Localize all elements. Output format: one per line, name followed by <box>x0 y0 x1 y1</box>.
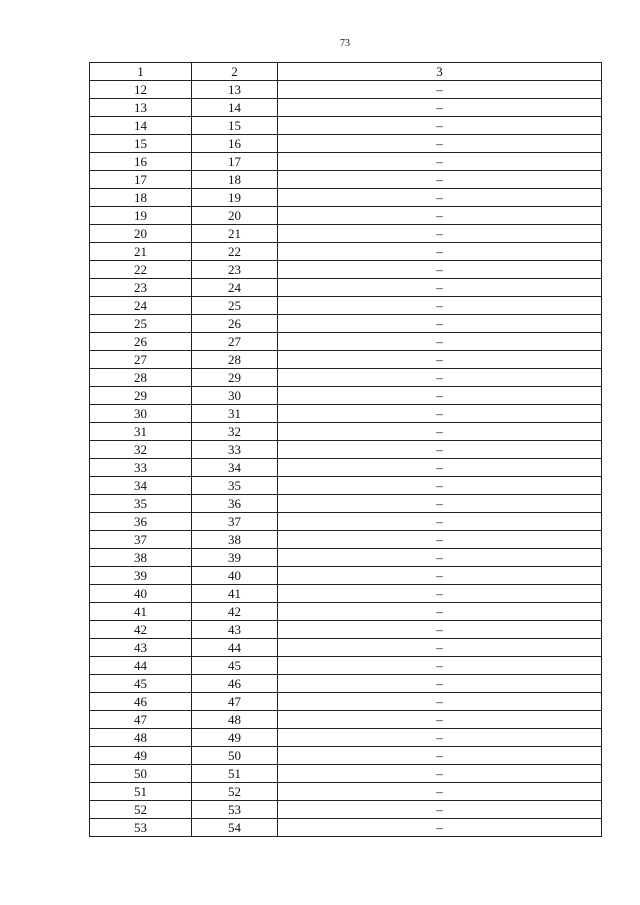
table-cell: 51 <box>192 765 278 783</box>
table-cell: – <box>278 423 602 441</box>
table-row <box>90 549 602 567</box>
table-cell: 42 <box>90 621 192 639</box>
table-cell: 21 <box>90 243 192 261</box>
data-table <box>89 62 602 837</box>
table-cell: 43 <box>90 639 192 657</box>
column-header: 2 <box>192 63 278 81</box>
table-cell: 27 <box>90 351 192 369</box>
table-cell: 14 <box>90 117 192 135</box>
table-cell: – <box>278 477 602 495</box>
table-cell: – <box>278 621 602 639</box>
table-row <box>90 369 602 387</box>
table-row <box>90 261 602 279</box>
table-row <box>90 171 602 189</box>
table-cell: 13 <box>192 81 278 99</box>
table-cell: 53 <box>192 801 278 819</box>
table-row <box>90 495 602 513</box>
table-cell: 25 <box>192 297 278 315</box>
table-cell: – <box>278 819 602 837</box>
table-row <box>90 387 602 405</box>
table-cell: 22 <box>192 243 278 261</box>
table-cell: – <box>278 495 602 513</box>
table-row <box>90 693 602 711</box>
table-cell: – <box>278 135 602 153</box>
table-cell: 49 <box>192 729 278 747</box>
table-cell: 40 <box>192 567 278 585</box>
table-cell: 39 <box>192 549 278 567</box>
table-row <box>90 423 602 441</box>
table-cell: 13 <box>90 99 192 117</box>
table-cell: – <box>278 693 602 711</box>
table-cell: 52 <box>192 783 278 801</box>
table-cell: – <box>278 369 602 387</box>
table-cell: 19 <box>90 207 192 225</box>
table-cell: 23 <box>90 279 192 297</box>
table-cell: 36 <box>192 495 278 513</box>
table-row <box>90 225 602 243</box>
table-row <box>90 783 602 801</box>
table-cell: – <box>278 333 602 351</box>
table-row <box>90 441 602 459</box>
table-cell: – <box>278 765 602 783</box>
table-cell: 16 <box>90 153 192 171</box>
table-cell: 35 <box>90 495 192 513</box>
table-cell: 18 <box>192 171 278 189</box>
table-body <box>90 63 602 837</box>
table-cell: 26 <box>192 315 278 333</box>
table-cell: – <box>278 351 602 369</box>
table-cell: – <box>278 171 602 189</box>
table-cell: – <box>278 243 602 261</box>
table-cell: – <box>278 459 602 477</box>
table-row <box>90 351 602 369</box>
table-cell: – <box>278 657 602 675</box>
table-cell: 30 <box>90 405 192 423</box>
table-cell: – <box>278 675 602 693</box>
table-cell: 29 <box>90 387 192 405</box>
column-header: 3 <box>278 63 602 81</box>
table-row <box>90 81 602 99</box>
table-cell: 45 <box>192 657 278 675</box>
table-cell: 12 <box>90 81 192 99</box>
table-cell: 29 <box>192 369 278 387</box>
table-row <box>90 333 602 351</box>
table-cell: 52 <box>90 801 192 819</box>
table-cell: – <box>278 513 602 531</box>
table-cell: – <box>278 549 602 567</box>
table-cell: – <box>278 603 602 621</box>
table-cell: 38 <box>90 549 192 567</box>
table-cell: 17 <box>192 153 278 171</box>
table-row <box>90 297 602 315</box>
table-row <box>90 639 602 657</box>
table-row <box>90 801 602 819</box>
table-cell: – <box>278 297 602 315</box>
table-cell: 32 <box>192 423 278 441</box>
table-cell: 38 <box>192 531 278 549</box>
table-cell: 18 <box>90 189 192 207</box>
table-cell: 34 <box>90 477 192 495</box>
table-cell: 15 <box>192 117 278 135</box>
table-cell: 41 <box>90 603 192 621</box>
table-cell: 51 <box>90 783 192 801</box>
table-cell: 24 <box>90 297 192 315</box>
table-cell: 17 <box>90 171 192 189</box>
table-cell: 31 <box>192 405 278 423</box>
table-cell: 32 <box>90 441 192 459</box>
table-row <box>90 513 602 531</box>
table-row <box>90 99 602 117</box>
table-row <box>90 819 602 837</box>
column-header: 1 <box>90 63 192 81</box>
table-cell: – <box>278 117 602 135</box>
table-row <box>90 711 602 729</box>
table-cell: 47 <box>192 693 278 711</box>
table-cell: 26 <box>90 333 192 351</box>
table-header-row <box>90 63 602 81</box>
table-cell: – <box>278 153 602 171</box>
table-cell: – <box>278 531 602 549</box>
table-cell: 50 <box>90 765 192 783</box>
table-cell: – <box>278 567 602 585</box>
table-cell: – <box>278 729 602 747</box>
table-cell: 40 <box>90 585 192 603</box>
table-cell: – <box>278 81 602 99</box>
table-row <box>90 621 602 639</box>
table-row <box>90 315 602 333</box>
table-cell: 54 <box>192 819 278 837</box>
table-cell: – <box>278 405 602 423</box>
table-cell: 28 <box>192 351 278 369</box>
table-cell: 28 <box>90 369 192 387</box>
table-cell: 44 <box>192 639 278 657</box>
table-cell: 33 <box>192 441 278 459</box>
table-cell: – <box>278 639 602 657</box>
table-cell: 47 <box>90 711 192 729</box>
table-row <box>90 117 602 135</box>
table-row <box>90 657 602 675</box>
table-cell: – <box>278 441 602 459</box>
table-cell: – <box>278 207 602 225</box>
table-cell: 24 <box>192 279 278 297</box>
table-cell: 39 <box>90 567 192 585</box>
table-cell: 30 <box>192 387 278 405</box>
table-cell: 48 <box>192 711 278 729</box>
table-cell: – <box>278 747 602 765</box>
table-row <box>90 459 602 477</box>
table-cell: – <box>278 387 602 405</box>
table-cell: 42 <box>192 603 278 621</box>
table-row <box>90 405 602 423</box>
table-cell: 15 <box>90 135 192 153</box>
table-cell: – <box>278 99 602 117</box>
table-row <box>90 567 602 585</box>
table-cell: 44 <box>90 657 192 675</box>
table-cell: – <box>278 225 602 243</box>
table-cell: 36 <box>90 513 192 531</box>
table-row <box>90 477 602 495</box>
table-row <box>90 135 602 153</box>
table-cell: – <box>278 261 602 279</box>
table-cell: 45 <box>90 675 192 693</box>
table-cell: – <box>278 801 602 819</box>
table-cell: 25 <box>90 315 192 333</box>
table-cell: 33 <box>90 459 192 477</box>
table-cell: 20 <box>192 207 278 225</box>
table-row <box>90 189 602 207</box>
table-row <box>90 207 602 225</box>
table-row <box>90 243 602 261</box>
table-cell: 49 <box>90 747 192 765</box>
table-cell: 20 <box>90 225 192 243</box>
table-cell: – <box>278 585 602 603</box>
table-cell: – <box>278 711 602 729</box>
table-cell: 35 <box>192 477 278 495</box>
table-cell: 46 <box>90 693 192 711</box>
table-cell: 43 <box>192 621 278 639</box>
table-cell: 23 <box>192 261 278 279</box>
table-cell: – <box>278 783 602 801</box>
table-row <box>90 603 602 621</box>
table-cell: 46 <box>192 675 278 693</box>
table-row <box>90 765 602 783</box>
table-cell: 19 <box>192 189 278 207</box>
table-row <box>90 747 602 765</box>
table-cell: 37 <box>192 513 278 531</box>
page-number: 73 <box>340 38 350 49</box>
table-cell: 31 <box>90 423 192 441</box>
table-cell: 50 <box>192 747 278 765</box>
table-cell: 14 <box>192 99 278 117</box>
table-cell: 21 <box>192 225 278 243</box>
table-cell: 41 <box>192 585 278 603</box>
table-row <box>90 279 602 297</box>
table-cell: 48 <box>90 729 192 747</box>
table-cell: 27 <box>192 333 278 351</box>
table-cell: 37 <box>90 531 192 549</box>
table-cell: 53 <box>90 819 192 837</box>
table-cell: – <box>278 189 602 207</box>
table-cell: – <box>278 279 602 297</box>
table-row <box>90 153 602 171</box>
table-cell: 22 <box>90 261 192 279</box>
table-cell: 34 <box>192 459 278 477</box>
table-cell: 16 <box>192 135 278 153</box>
table-row <box>90 675 602 693</box>
table-row <box>90 531 602 549</box>
table-row <box>90 585 602 603</box>
table-row <box>90 729 602 747</box>
table-cell: – <box>278 315 602 333</box>
